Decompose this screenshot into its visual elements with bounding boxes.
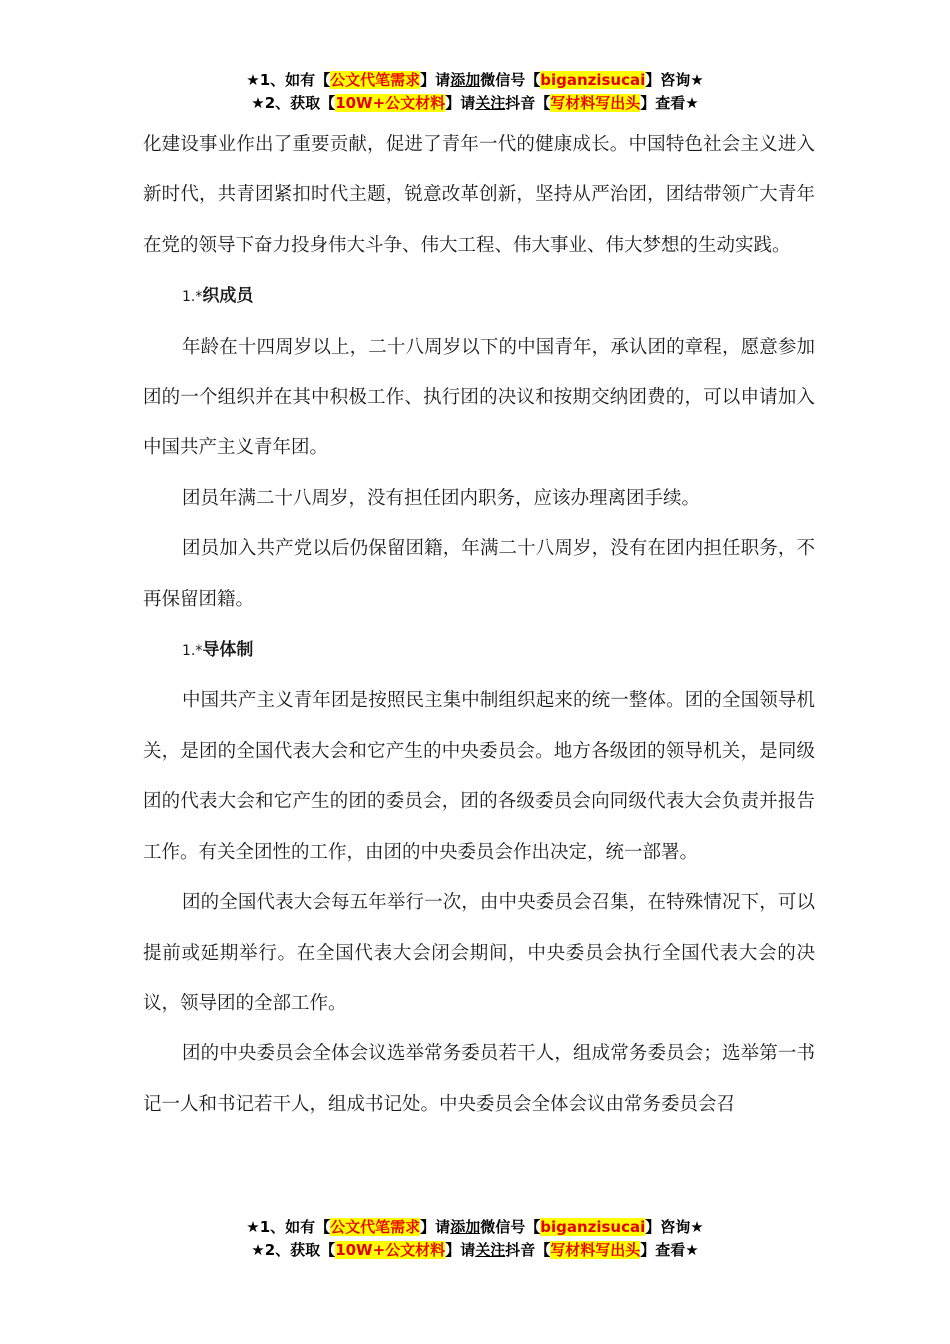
footer-banner	[0, 1216, 950, 1262]
banner-text: 1、如有【	[259, 1218, 331, 1236]
paragraph: 团的全国代表大会每五年举行一次，由中央委员会召集，在特殊情况下，可以提前或延期举行。在全国代表大会闭会期间，中央委员会执行全国代表大会的决议，领导团的全部工作。	[143, 892, 815, 1014]
banner-text: 1、如有【	[259, 71, 331, 89]
banner-text: 2、获取【	[264, 1241, 336, 1259]
highlight-douyin-account: 写材料写出头	[550, 94, 641, 112]
banner-text: 】查看★	[640, 1241, 699, 1259]
banner-text: 】咨询★	[645, 1218, 704, 1236]
banner-text: 】请	[420, 71, 451, 89]
paragraph: 团的中央委员会全体会议选举常务委员若干人，组成常务委员会；选举第一书记一人和书记若干人，组成书记处。中央委员会全体会议由常务委员会召	[143, 1043, 815, 1115]
highlight-materials: 10W+公文材料	[335, 94, 446, 112]
banner-text: 2、获取【	[264, 94, 336, 112]
underlined-text: 关注	[475, 1241, 506, 1259]
star-icon: ★	[246, 1218, 260, 1236]
heading-text: 织成员	[202, 286, 254, 307]
star-icon: ★	[246, 71, 260, 89]
star-icon: ★	[251, 1241, 265, 1259]
banner-text: 】咨询★	[645, 71, 704, 89]
banner-line-1	[0, 1216, 950, 1239]
banner-text: 】请	[420, 1218, 451, 1236]
highlight-douyin-account: 写材料写出头	[550, 1241, 641, 1259]
highlight-service: 公文代笔需求	[330, 1218, 421, 1236]
heading-number: 1.*	[182, 643, 203, 660]
highlight-service: 公文代笔需求	[330, 71, 421, 89]
banner-line-2	[0, 92, 950, 115]
heading-number: 1.*	[182, 289, 203, 306]
paragraph: 中国共产主义青年团是按照民主集中制组织起来的统一整体。团的全国领导机关，是团的全国代表大会和它产生的中央委员会。地方各级团的领导机关，是同级团的代表大会和它产生的团的委员会，团的各级委员会向同级代表大会负责并报告工作。有关全团性的工作，由团的中央委员会作出决定，统一部署。	[143, 690, 815, 863]
section-heading	[143, 271, 815, 322]
banner-line-1	[0, 69, 950, 92]
header-banner	[0, 69, 950, 115]
highlight-materials: 10W+公文材料	[335, 1241, 446, 1259]
paragraph: 团员年满二十八周岁，没有担任团内职务，应该办理离团手续。	[182, 487, 701, 509]
section-heading	[143, 625, 815, 676]
underlined-text: 添加	[450, 71, 481, 89]
underlined-text: 添加	[450, 1218, 481, 1236]
paragraph: 年龄在十四周岁以上，二十八周岁以下的中国青年，承认团的章程，愿意参加团的一个组织并在其中积极工作、执行团的决议和按期交纳团费的，可以申请加入中国共产主义青年团。	[143, 336, 815, 459]
banner-text: 抖音【	[505, 1241, 551, 1259]
banner-text: 抖音【	[505, 94, 551, 112]
underlined-text: 关注	[475, 94, 506, 112]
banner-text: 】查看★	[640, 94, 699, 112]
banner-text: 微信号【	[480, 1218, 541, 1236]
banner-text: 微信号【	[480, 71, 541, 89]
banner-line-2	[0, 1239, 950, 1262]
document-body	[143, 120, 815, 1130]
star-icon: ★	[251, 94, 265, 112]
highlight-wechat-id: biganzisucai	[540, 71, 646, 89]
paragraph: 化建设事业作出了重要贡献，促进了青年一代的健康成长。中国特色社会主义进入新时代，共青团紧扣时代主题，锐意改革创新，坚持从严治团，团结带领广大青年在党的领导下奋力投身伟大斗争、伟大工程、伟大事业、伟大梦想的生动实践。	[143, 134, 815, 256]
heading-text: 导体制	[202, 640, 254, 661]
banner-text: 】请	[445, 1241, 476, 1259]
highlight-wechat-id: biganzisucai	[540, 1218, 646, 1236]
banner-text: 】请	[445, 94, 476, 112]
paragraph: 团员加入共产党以后仍保留团籍，年满二十八周岁，没有在团内担任职务，不再保留团籍。	[143, 538, 815, 610]
